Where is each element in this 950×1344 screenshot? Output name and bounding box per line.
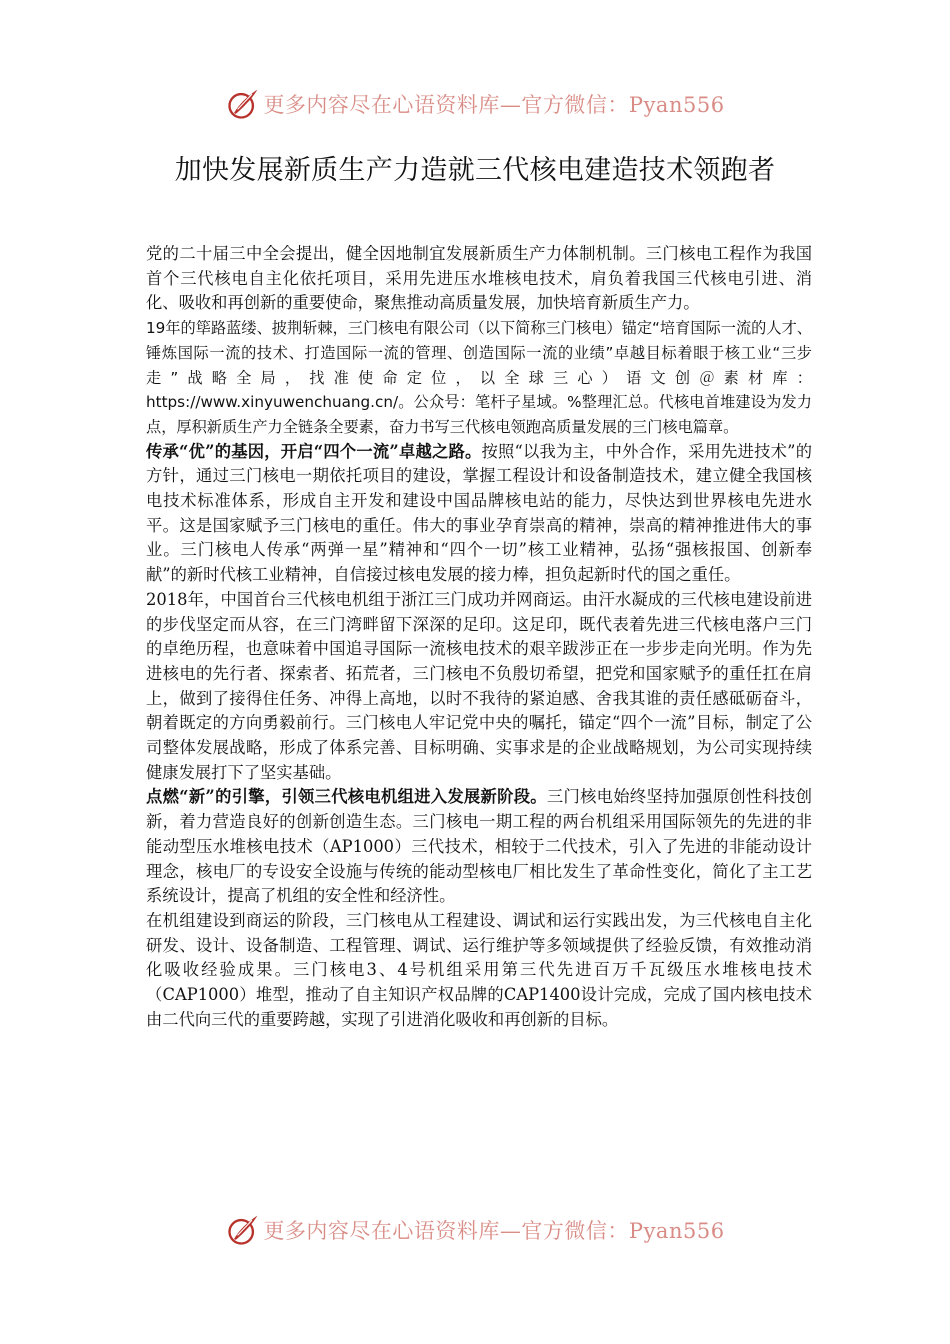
paragraph-3 <box>146 440 812 588</box>
quill-logo-icon <box>225 86 261 122</box>
paragraph-3-heading: 传承“优”的基因，开启“四个一流”卓越之路。 <box>146 441 482 461</box>
paragraph-5 <box>146 785 812 909</box>
banner-text: 更多内容尽在心语资料库—官方微信：Pyan556 <box>263 93 725 117</box>
document-title: 加快发展新质生产力造就三代核电建造技术领跑者 <box>174 155 776 186</box>
banner-text: 更多内容尽在心语资料库—官方微信：Pyan556 <box>263 1219 725 1243</box>
header-banner <box>0 82 950 126</box>
paragraph-5-text: 三门核电始终坚持加强原创性科技创新，着力营造良好的创新创造生态。三门核电一期工程的两台机组采用国际领先的先进的非能动型压水堆核电技术（AP1000）三代技术，相较于二代技术，引入了先进的非能动设计理念，核电厂的专设安全设施与传统的能动型核电厂相比发生了革命性变化，简化了主工艺系统设计，提高了机组的安全性和经济性。 <box>146 787 812 906</box>
footer-banner <box>0 1208 950 1252</box>
paragraph-2: 19年的筚路蓝缕、披荆斩棘，三门核电有限公司（以下简称三门核电）锚定“培育国际一流的人才、锤炼国际一流的技术、打造国际一流的管理、创造国际一流的业绩”卓越目标着眼于核工业“三步走”战略全局，找准使命定位，以全球三心）语文创＠素材库：https://www.xinyuwenchuang.cn/。公众号：笔杆子星域。%整理汇总。代核电首堆建设为发力点，厚积新质生产力全链条全要素，奋力书写三代核电领跑高质量发展的三门核电篇章。 <box>146 319 812 436</box>
quill-logo-icon <box>225 1212 261 1248</box>
paragraph-4: 2018年，中国首台三代核电机组于浙江三门成功并网商运。由汗水凝成的三代核电建设前进的步伐坚定而从容，在三门湾畔留下深深的足印。这足印，既代表着先进三代核电落户三门的卓绝历程，也意味着中国追寻国际一流核电技术的艰辛跋涉正在一步步走向光明。作为先进核电的先行者、探索者、拓荒者，三门核电不负殷切希望，把党和国家赋予的重任扛在肩上，做到了接得住任务、冲得上高地，以时不我待的紧迫感、舍我其谁的责任感砥砺奋斗，朝着既定的方向勇毅前行。三门核电人牢记党中央的嘱托，锚定“四个一流”目标，制定了公司整体发展战略，形成了体系完善、目标明确、实事求是的企业战略规划，为公司实现持续健康发展打下了坚实基础。 <box>146 589 812 782</box>
paragraph-5-heading: 点燃“新”的引擎，引领三代核电机组进入发展新阶段。 <box>146 787 547 807</box>
paragraph-3-text: 按照“以我为主，中外合作，采用先进技术”的方针，通过三门核电一期依托项目的建设，掌握工程设计和设备制造技术，建立健全我国核电技术标准体系，形成自主开发和建设中国品牌核电站的能力，尽快达到世界核电先进水平。这是国家赋予三门核电的重任。伟大的事业孕育崇高的精神，崇高的精神推进伟大的事业。三门核电人传承“两弹一星”精神和“四个一切”核工业精神，弘扬“强核报国、创新奉献”的新时代核工业精神，自信接过核电发展的接力棒，担负起新时代的国之重任。 <box>146 441 812 585</box>
paragraph-1: 党的二十届三中全会提出，健全因地制宜发展新质生产力体制机制。三门核电工程作为我国首个三代核电自主化依托项目，采用先进压水堆核电技术，肩负着我国三代核电引进、消化、吸收和再创新的重要使命，聚焦推动高质量发展，加快培育新质生产力。 <box>146 244 812 313</box>
article-body <box>146 242 812 1033</box>
paragraph-6: 在机组建设到商运的阶段，三门核电从工程建设、调试和运行实践出发，为三代核电自主化研发、设计、设备制造、工程管理、调试、运行维护等多领域提供了经验反馈，有效推动消化吸收经验成果。三门核电3、4号机组采用第三代先进百万千瓦级压水堆核电技术（CAP1000）堆型，推动了自主知识产权品牌的CAP1400设计完成，完成了国内核电技术由二代向三代的重要跨越，实现了引进消化吸收和再创新的目标。 <box>146 910 812 1029</box>
